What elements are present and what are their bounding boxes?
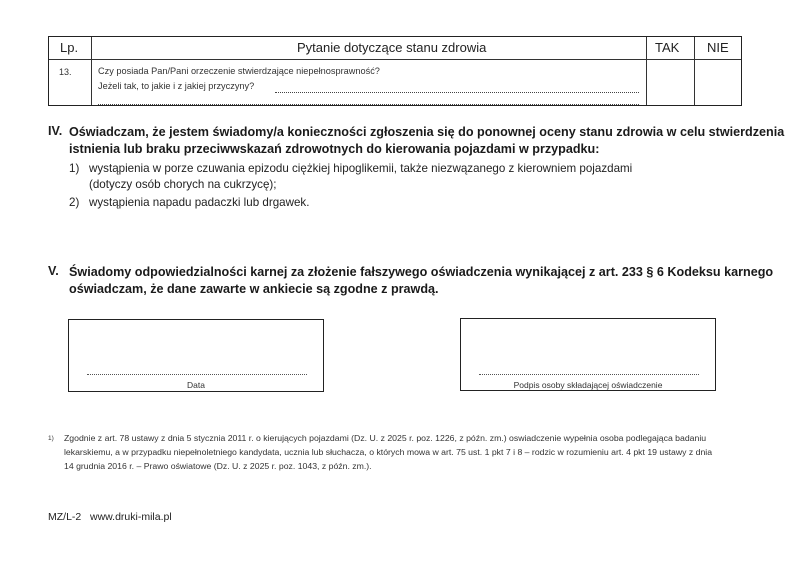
footnote-line-2: lekarskiemu, a w przypadku niepełnoletniego kandydata, ucznia lub słuchacza, o których mowa w art. 75 ust. 1 pkt 7 i 8 – rodzic w rozumieniu art. 4 pkt 19 ustawy z dnia [64,446,713,457]
answer-dotted-line[interactable] [98,104,639,105]
section-iv-line-1: Oświadczam, że jestem świadomy/a konieczności zgłoszenia się do ponownej oceny stanu zdrowia w celu stwierdzenia [69,125,785,139]
section-iv-line-2: istnienia lub braku przeciwwskazań zdrowotnych do kierowania pojazdami w przypadku: [69,142,600,156]
signature-dotted-line [479,374,699,375]
answer-dotted-line[interactable] [275,92,639,93]
section-v-line-1: Świadomy odpowiedzialności karnej za złożenie fałszywego oświadczenia wynikającej z art. 233 § 6 Kodeksu karnego [69,265,774,279]
section-v-numeral: V. [48,264,59,278]
item-1-line-2: (dotyczy osób chorych na cukrzycę); [89,178,277,191]
footnote [64,432,712,473]
header-lp: Lp. [60,40,79,55]
header-divider [49,59,741,60]
signature-label: Podpis osoby składającej oświadczenie [513,380,663,390]
row-number: 13. [59,67,72,77]
section-iv-statement [69,124,784,158]
item-1 [89,161,632,193]
question-line-1: Czy posiada Pan/Pani orzeczenie stwierdzające niepełnosprawność? [98,66,380,76]
health-question-table [48,36,742,106]
footnote-marker: 1) [48,435,54,442]
form-code: MZ/L-2 [48,511,82,523]
item-2-number: 2) [69,196,80,209]
publisher-website: www.druki-mila.pl [90,511,172,523]
section-iv-numeral: IV. [48,124,63,138]
nie-answer-cell[interactable] [695,60,741,105]
item-1-line-1: wystąpienia w porze czuwania epizodu ciężkiej hipoglikemii, także niezwązanego z kierowniem pojazdami [89,162,633,175]
item-1-number: 1) [69,162,80,175]
item-2-text: wystąpienia napadu padaczki lub drgawek. [89,196,310,209]
footnote-line-1: Zgodnie z art. 78 ustawy z dnia 5 stycznia 2011 r. o kierujących pojazdami (Dz. U. z 2025 r. poz. 1226, z późn. zm.) oswiadczenie wypełnia osoba podlegająca badaniu [64,433,707,443]
header-question: Pytanie dotyczące stanu zdrowia [297,40,487,55]
date-label: Data [187,380,205,390]
footnote-line-3: 14 grudnia 2016 r. – Prawo oświatowe (Dz. U. z 2025 r. poz. 1043, z późn. zm.). [64,460,372,471]
date-dotted-line [87,374,307,375]
header-tak: TAK [655,40,680,55]
tak-answer-cell[interactable] [647,60,693,105]
section-v-statement [69,264,773,298]
signature-box[interactable] [460,318,716,391]
question-line-2: Jeżeli tak, to jakie i z jakiej przyczyny? [98,81,255,91]
header-nie: NIE [707,40,729,55]
section-v-line-2: oświadczam, że dane zawarte w ankiecie są zgodne z prawdą. [69,282,439,296]
date-box[interactable] [68,319,324,392]
column-divider [91,37,92,105]
